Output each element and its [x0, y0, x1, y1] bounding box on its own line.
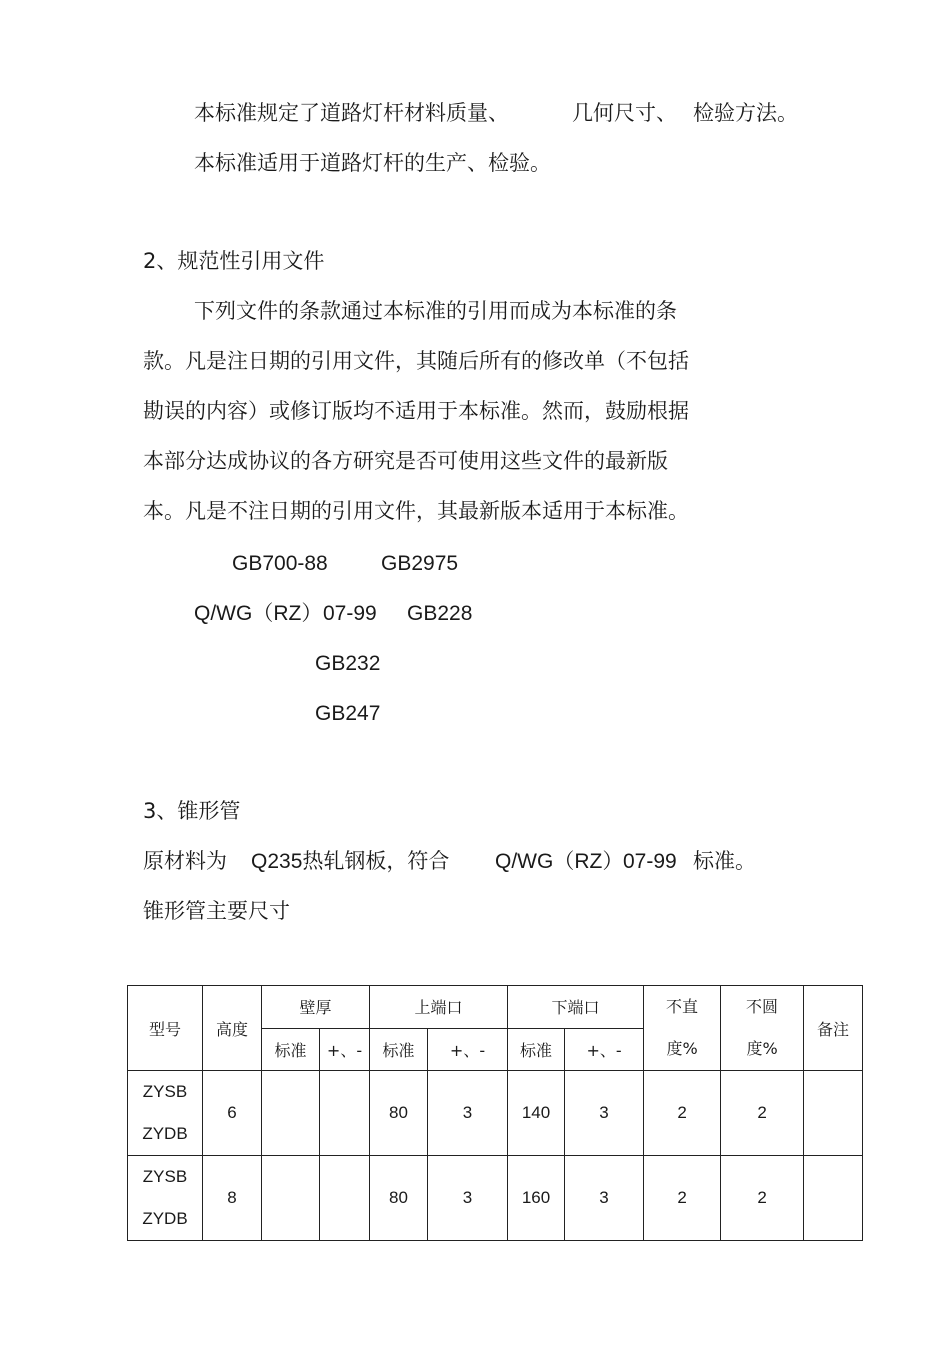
cell-note	[804, 1156, 863, 1241]
material-text-a: 原材料为	[143, 849, 227, 873]
ref-qwg-number: 07-99	[323, 602, 377, 625]
header-model: 型号	[128, 986, 203, 1071]
cell-wall-tol	[320, 1156, 370, 1241]
cell-note	[804, 1071, 863, 1156]
model-b: ZYDB	[142, 1209, 188, 1228]
sub-wall-tol: +、-	[320, 1028, 370, 1071]
scope-text-1b: 几何尺寸、	[572, 101, 677, 125]
material-text-e: 标准。	[693, 849, 756, 873]
header-straightness-line-1: 不直	[666, 997, 699, 1016]
sub-top-tol: +、-	[428, 1028, 508, 1071]
header-roundness-line-1: 不圆	[746, 997, 779, 1016]
cell-model	[128, 1071, 203, 1156]
scope-text-1c: 检验方法。	[693, 101, 798, 125]
table-row	[128, 1071, 863, 1156]
section-2-para-line-2: 款。凡是注日期的引用文件，其随后所有的修改单（不包括	[143, 349, 689, 373]
cell-roundness: 2	[721, 1071, 804, 1156]
cell-bottom-std: 160	[508, 1156, 565, 1241]
header-top-end: 上端口	[370, 986, 508, 1029]
cell-top-tol: 3	[428, 1156, 508, 1241]
ref-gb228: GB228	[407, 602, 473, 625]
section-2-para-line-3: 勘误的内容）或修订版均不适用于本标准。然而，鼓励根据	[143, 399, 689, 423]
material-text-d: 07-99	[623, 850, 677, 873]
cell-top-std: 80	[370, 1071, 428, 1156]
ref-gb700: GB700-88	[232, 552, 328, 575]
header-height: 高度	[203, 986, 262, 1071]
header-bottom-end: 下端口	[508, 986, 644, 1029]
header-roundness-line-2: 度%	[746, 1039, 778, 1058]
header-straightness-line-2: 度%	[666, 1039, 698, 1058]
material-grade: Q235热轧钢板，符合	[251, 850, 450, 873]
section-2-para-line-4: 本部分达成协议的各方研究是否可使用这些文件的最新版	[143, 449, 668, 473]
cell-straightness: 2	[644, 1071, 721, 1156]
section-2-para-line-1: 下列文件的条款通过本标准的引用而成为本标准的条	[194, 299, 677, 323]
cell-straightness: 2	[644, 1156, 721, 1241]
cell-wall-std	[262, 1156, 320, 1241]
cell-height: 8	[203, 1156, 262, 1241]
material-text-c: Q/WG（RZ）	[495, 850, 624, 873]
scope-text-1	[194, 103, 509, 124]
table-row	[128, 1156, 863, 1241]
cell-top-tol: 3	[428, 1071, 508, 1156]
cone-tube-dimension-table	[127, 985, 863, 1241]
cell-wall-tol	[320, 1071, 370, 1156]
cell-model	[128, 1156, 203, 1241]
header-note: 备注	[804, 986, 863, 1071]
header-roundness	[721, 986, 804, 1071]
model-a: ZYSB	[142, 1082, 188, 1101]
scope-text-1a: 本标准规定了道路灯杆材料质量、	[194, 101, 509, 125]
model-a: ZYSB	[142, 1167, 188, 1186]
sub-wall-std: 标准	[262, 1028, 320, 1071]
section-3-heading: 3、锥形管	[143, 799, 241, 823]
section-2-heading: 2、规范性引用文件	[143, 249, 325, 273]
sub-bottom-std: 标准	[508, 1028, 565, 1071]
cell-bottom-tol: 3	[565, 1156, 644, 1241]
scope-text-2: 本标准适用于道路灯杆的生产、检验。	[194, 151, 551, 175]
ref-gb247: GB247	[315, 702, 381, 725]
section-2-para-line-5: 本。凡是不注日期的引用文件，其最新版本适用于本标准。	[143, 499, 689, 523]
sub-top-std: 标准	[370, 1028, 428, 1071]
ref-qwg: Q/WG（RZ）	[194, 602, 323, 625]
cell-wall-std	[262, 1071, 320, 1156]
ref-gb232: GB232	[315, 652, 381, 675]
cell-bottom-std: 140	[508, 1071, 565, 1156]
cell-bottom-tol: 3	[565, 1071, 644, 1156]
header-wall-thickness: 壁厚	[262, 986, 370, 1029]
model-b: ZYDB	[142, 1124, 188, 1143]
table-header-row-1	[128, 986, 863, 1029]
header-straightness	[644, 986, 721, 1071]
cell-height: 6	[203, 1071, 262, 1156]
sub-bottom-tol: +、-	[565, 1028, 644, 1071]
cell-roundness: 2	[721, 1156, 804, 1241]
section-3-subheading: 锥形管主要尺寸	[143, 899, 290, 923]
cell-top-std: 80	[370, 1156, 428, 1241]
material-text-b	[251, 851, 449, 872]
ref-gb2975: GB2975	[381, 552, 459, 575]
